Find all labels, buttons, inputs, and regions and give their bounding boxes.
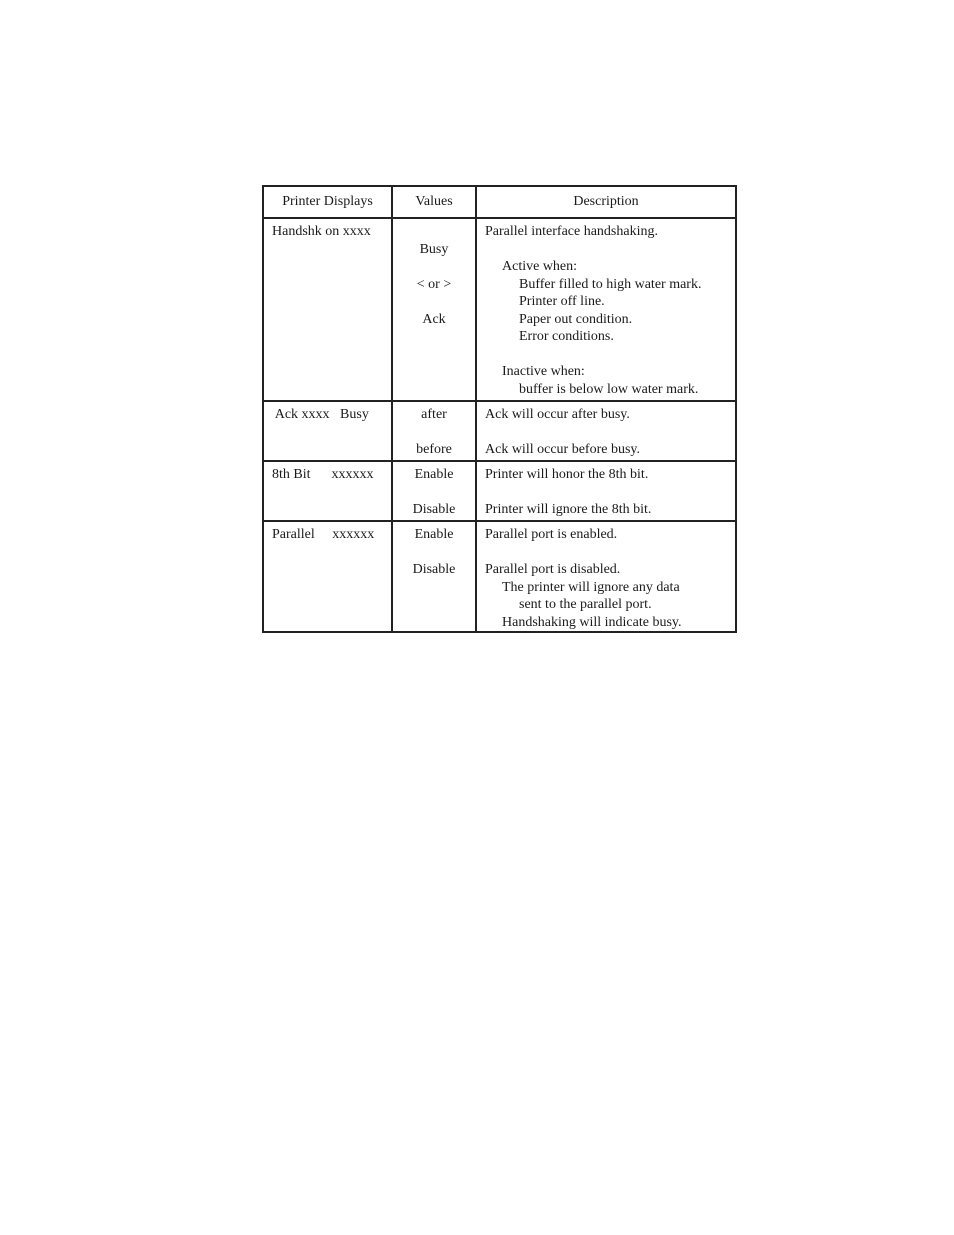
description-cell <box>476 521 736 632</box>
header-description: Description <box>476 186 736 218</box>
desc-line: buffer is below low water mark. <box>519 381 699 397</box>
desc-line: Parallel port is enabled. <box>485 527 618 542</box>
display-cell <box>263 401 392 461</box>
desc-line: The printer will ignore any data <box>502 579 680 595</box>
display-text: Handshk on xxxx <box>272 224 371 239</box>
display-text: Ack xxxx Busy <box>272 407 369 422</box>
desc-line: Printer will honor the 8th bit. <box>485 467 649 482</box>
value-busy: Busy <box>419 241 449 257</box>
value-disable: Disable <box>412 562 456 577</box>
desc-line: Parallel port is disabled. <box>485 562 621 577</box>
display-cell <box>263 461 392 521</box>
values-cell <box>392 461 476 521</box>
desc-line: Inactive when: <box>502 364 585 379</box>
values-cell <box>392 218 476 401</box>
table-row-parallel <box>263 521 736 632</box>
value-enable: Enable <box>414 527 454 542</box>
display-text: Parallel xxxxxx <box>272 527 375 542</box>
printer-settings-table <box>262 185 737 633</box>
description-cell <box>476 218 736 401</box>
desc-line: Ack will occur before busy. <box>485 442 640 457</box>
header-printer-displays: Printer Displays <box>263 186 392 218</box>
header-values: Values <box>392 186 476 218</box>
desc-line: sent to the parallel port. <box>519 597 652 612</box>
description-cell <box>476 461 736 521</box>
desc-line: Buffer filled to high water mark. <box>519 276 702 292</box>
value-after: after <box>421 407 447 422</box>
display-cell <box>263 521 392 632</box>
table-row-ack <box>263 401 736 461</box>
value-before: before <box>416 442 452 457</box>
table-header-row <box>263 186 736 218</box>
value-enable: Enable <box>414 467 454 482</box>
value-or: < or > <box>416 276 452 292</box>
desc-line: Printer off line. <box>519 294 605 309</box>
value-ack: Ack <box>422 311 446 327</box>
table-row-8th-bit <box>263 461 736 521</box>
desc-line: Active when: <box>502 259 578 274</box>
display-cell <box>263 218 392 401</box>
values-cell <box>392 521 476 632</box>
desc-line: Error conditions. <box>519 329 614 344</box>
values-cell <box>392 401 476 461</box>
desc-line: Paper out condition. <box>519 311 633 327</box>
desc-line: Handshaking will indicate busy. <box>502 614 682 630</box>
desc-line: Ack will occur after busy. <box>485 407 630 422</box>
display-text: 8th Bit xxxxxx <box>272 467 374 482</box>
desc-line: Printer will ignore the 8th bit. <box>485 502 652 517</box>
description-cell <box>476 401 736 461</box>
desc-line: Parallel interface handshaking. <box>485 224 658 239</box>
value-disable: Disable <box>412 502 456 517</box>
table-row-handshk <box>263 218 736 401</box>
